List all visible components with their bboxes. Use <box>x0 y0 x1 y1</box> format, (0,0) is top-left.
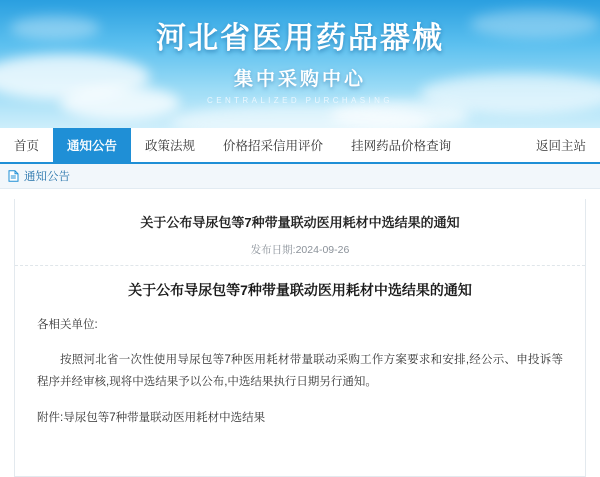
article-card <box>14 199 586 477</box>
document-icon <box>8 170 19 182</box>
breadcrumb <box>0 164 600 189</box>
main-navigation <box>0 128 600 164</box>
nav-item-policies[interactable]: 政策法规 <box>145 139 196 153</box>
site-banner <box>0 0 600 128</box>
article-publish-date: 发布日期:2024-09-26 <box>250 243 350 256</box>
document-paragraph: 按照河北省一次性使用导尿包等7种医用耗材带量联动采购工作方案要求和安排,经公示、申投诉等程序并经审核,现将中选结果予以公布,中选结果执行日期另行通知。 <box>37 353 563 389</box>
nav-spacer <box>465 128 522 162</box>
site-subtitle: 集中采购中心 <box>233 68 366 90</box>
site-title-english: CENTRALIZED PURCHASING <box>207 95 393 105</box>
breadcrumb-current[interactable] <box>8 168 70 184</box>
nav-item-credit-evaluation[interactable]: 价格招采信用评价 <box>223 139 324 153</box>
document-attachment[interactable]: 附件:导尿包等7种带量联动医用耗材中选结果 <box>37 411 266 424</box>
breadcrumb-label: 通知公告 <box>24 171 70 183</box>
article-card-title: 关于公布导尿包等7种带量联动医用耗材中选结果的通知 <box>140 215 460 230</box>
article-header <box>15 199 585 266</box>
nav-item-home[interactable]: 首页 <box>14 139 40 153</box>
document-salutation: 各相关单位: <box>37 318 98 331</box>
nav-item-notices[interactable]: 通知公告 <box>53 128 131 162</box>
nav-item-back-to-main-site[interactable]: 返回主站 <box>535 139 586 153</box>
article-body <box>15 266 585 430</box>
document-title: 关于公布导尿包等7种带量联动医用耗材中选结果的通知 <box>128 281 472 298</box>
nav-item-price-query[interactable]: 挂网药品价格查询 <box>351 139 452 153</box>
site-title: 河北省医用药品器械 <box>156 22 444 55</box>
